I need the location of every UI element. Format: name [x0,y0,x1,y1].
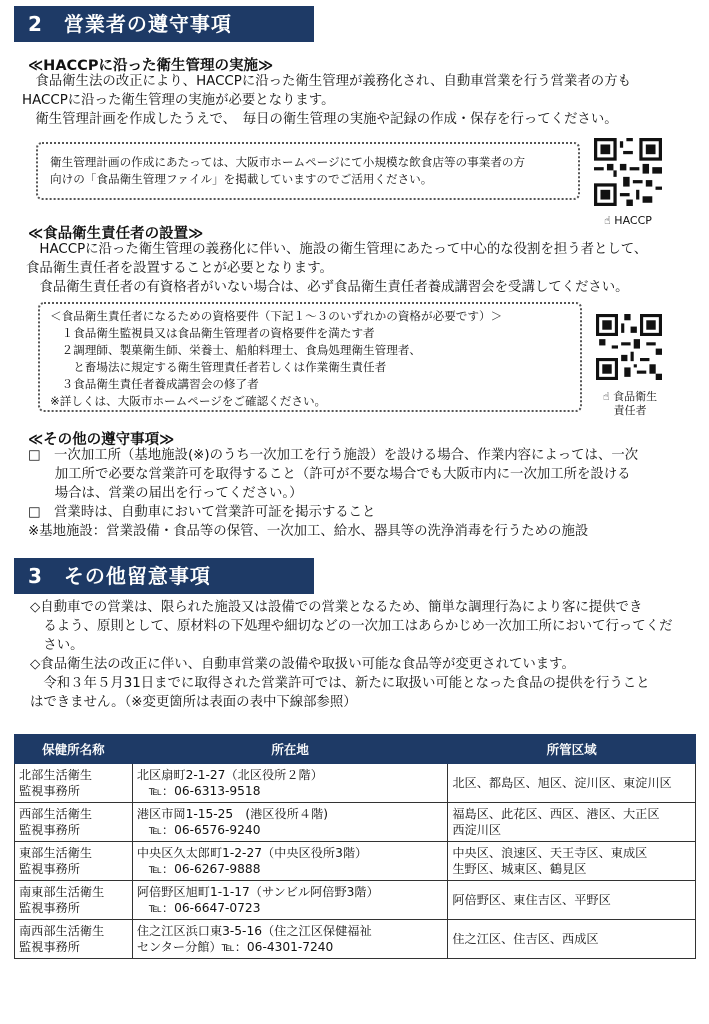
table-row [15,764,696,803]
table-header-row [15,735,696,764]
office-name: 監視事務所 [19,862,80,876]
table-row [15,881,696,920]
office-name-cell [15,920,133,959]
table-row [15,920,696,959]
office-name: 南東部生活衛生 [19,885,105,899]
manager-qr-caption-wrap [588,390,672,418]
haccp-line: 衛生管理計画を作成したうえで、 毎日の衛生管理の実施や記録の作成・保存を行ってください。 [22,112,618,127]
office-area-cell [448,920,696,959]
haccp-box-line: 向けの「食品衛生管理ファイル」を掲載していますのでご活用ください。 [50,172,433,186]
haccp-info-box [36,142,580,200]
office-table [14,734,696,959]
haccp-heading: ≪HACCPに沿った衛生管理の実施≫ [28,58,274,74]
qr-code-icon[interactable] [596,314,662,380]
section3-title: 3 その他留意事項 [14,558,314,594]
office-phone: ℡：06-6313-9518 [148,784,261,798]
office-name-cell [15,803,133,842]
office-area-cell [448,764,696,803]
office-area: 北区、都島区、旭区、淀川区、東淀川区 [452,776,672,790]
manager-qr-caption-1: 食品衛生 [613,390,658,403]
other-line: □ 一次加工所（基地施設(※)のうち一次加工を行う施設）を設ける場合、作業内容によっては、一次 [28,448,639,463]
office-phone: ℡：06-6267-9888 [148,862,261,876]
manager-line: 食品衛生責任者を設置することが必要となります。 [26,261,333,276]
office-phone: センター分館）℡：06-4301-7240 [136,940,334,954]
section3-line: はできません。（※変更箇所は表面の表中下線部参照） [30,695,357,710]
table-header: 所管区域 [448,735,696,764]
office-area: 生野区、城東区、鶴見区 [452,862,587,876]
office-address-cell [132,764,448,803]
manager-box-line: ＜食品衛生責任者になるための資格要件（下記１～３のいずれかの資格が必要です）＞ [50,309,503,323]
other-line: 加工所で必要な営業許可を取得すること（許可が不要な場合でも大阪市内に一次加工所を設ける [28,467,631,482]
manager-line: HACCPに沿った衛生管理の義務化に伴い、施設の衛生管理にあたって中心的な役割を担う者として、 [26,242,648,257]
office-area: 中央区、浪速区、天王寺区、東成区 [452,846,648,860]
office-address-cell [132,920,448,959]
office-address: 中央区久太郎町1-2-27（中央区役所3階） [136,846,368,860]
office-name: 東部生活衛生 [19,846,93,860]
office-address-cell [132,842,448,881]
hand-pointer-icon: ☝ [604,214,611,227]
office-phone: ℡：06-6647-0723 [148,901,261,915]
manager-box-line: ※詳しくは、大阪市ホームページをご確認ください。 [50,394,327,408]
haccp-line: HACCPに沿った衛生管理の実施が必要となります。 [22,93,335,108]
table-row [15,842,696,881]
manager-body [26,240,647,297]
office-area-cell [448,803,696,842]
other-heading: ≪その他の遵守事項≫ [28,432,175,448]
haccp-qr-caption: HACCP [614,214,652,227]
table-header: 所在地 [132,735,448,764]
section3-line: ◇自動車での営業は、限られた施設又は設備での営業となるため、簡単な調理行為により客に提供でき [30,600,643,615]
other-line: □ 営業時は、自動車において営業許可証を掲示すること [28,505,376,520]
section3-line: ◇食品衛生法の改正に伴い、自動車営業の設備や取扱い可能な食品等が変更されています。 [30,657,575,672]
manager-requirements-box [38,302,582,412]
table-row [15,803,696,842]
other-line: 場合は、営業の届出を行ってください。） [28,486,303,501]
haccp-qr-caption-wrap [588,214,668,228]
manager-box-line: １食品衛生監視員又は食品衛生管理者の資格要件を満たす者 [50,326,375,340]
office-address: 港区市岡1-15-25 (港区役所４階) [136,807,328,821]
office-name: 監視事務所 [19,784,80,798]
office-name: 南西部生活衛生 [19,924,105,938]
office-name: 監視事務所 [19,823,80,837]
haccp-line: 食品衛生法の改正により、HACCPに沿った衛生管理が義務化され、自動車営業を行う営業者の方も [22,74,631,89]
other-line: ※基地施設：営業設備・食品等の保管、一次加工、給水、器具等の洗浄消毒を行うための施設 [28,524,589,539]
office-area-cell [448,842,696,881]
office-address: 住之江区浜口東3-5-16（住之江区保健福祉 [136,924,372,938]
office-address-cell [132,803,448,842]
haccp-box-line: 衛生管理計画の作成にあたっては、大阪市ホームページにて小規模な飲食店等の事業者の方 [50,155,526,169]
office-name-cell [15,842,133,881]
office-phone: ℡：06-6576-9240 [148,823,261,837]
other-body [28,446,638,541]
manager-box-line: ２調理師、製菓衛生師、栄養士、船舶料理士、食鳥処理衛生管理者、 [50,343,422,357]
office-name: 北部生活衛生 [19,768,93,782]
office-address: 阿倍野区旭町1-1-17（サンビル阿倍野3階） [136,885,379,899]
manager-box-line: ３食品衛生責任者養成講習会の修了者 [50,377,259,391]
office-name: 西部生活衛生 [19,807,93,821]
section3-line: さい。 [30,638,84,653]
table-header: 保健所名称 [15,735,133,764]
office-name: 監視事務所 [19,940,80,954]
office-area-cell [448,881,696,920]
section2-title: 2 営業者の遵守事項 [14,6,314,42]
office-address-cell [132,881,448,920]
office-name-cell [15,764,133,803]
office-area: 西淀川区 [452,823,502,837]
office-area: 住之江区、住吉区、西成区 [452,932,599,946]
manager-heading: ≪食品衛生責任者の設置≫ [28,226,204,242]
section3-body [30,598,672,712]
office-area: 福島区、此花区、西区、港区、大正区 [452,807,660,821]
hand-pointer-icon: ☝ [602,390,610,403]
section3-line: るよう、原則として、原材料の下処理や細切などの一次加工はあらかじめ一次加工所において行ってくだ [30,619,673,634]
manager-line: 食品衛生責任者の有資格者がいない場合は、必ず食品衛生責任者養成講習会を受講してください。 [26,280,629,295]
haccp-body [22,72,631,129]
office-name: 監視事務所 [19,901,80,915]
qr-code-icon[interactable] [594,138,662,206]
office-name-cell [15,881,133,920]
office-area: 阿倍野区、東住吉区、平野区 [452,893,611,907]
office-address: 北区扇町2-1-27（北区役所２階） [136,768,323,782]
section3-line: 令和３年５月31日までに取得された営業許可では、新たに取扱い可能となった食品の提供を行うこと [30,676,650,691]
manager-qr-caption-2: 責任者 [613,404,647,417]
manager-box-line: と畜場法に規定する衛生管理責任者若しくは作業衛生責任者 [50,360,387,374]
